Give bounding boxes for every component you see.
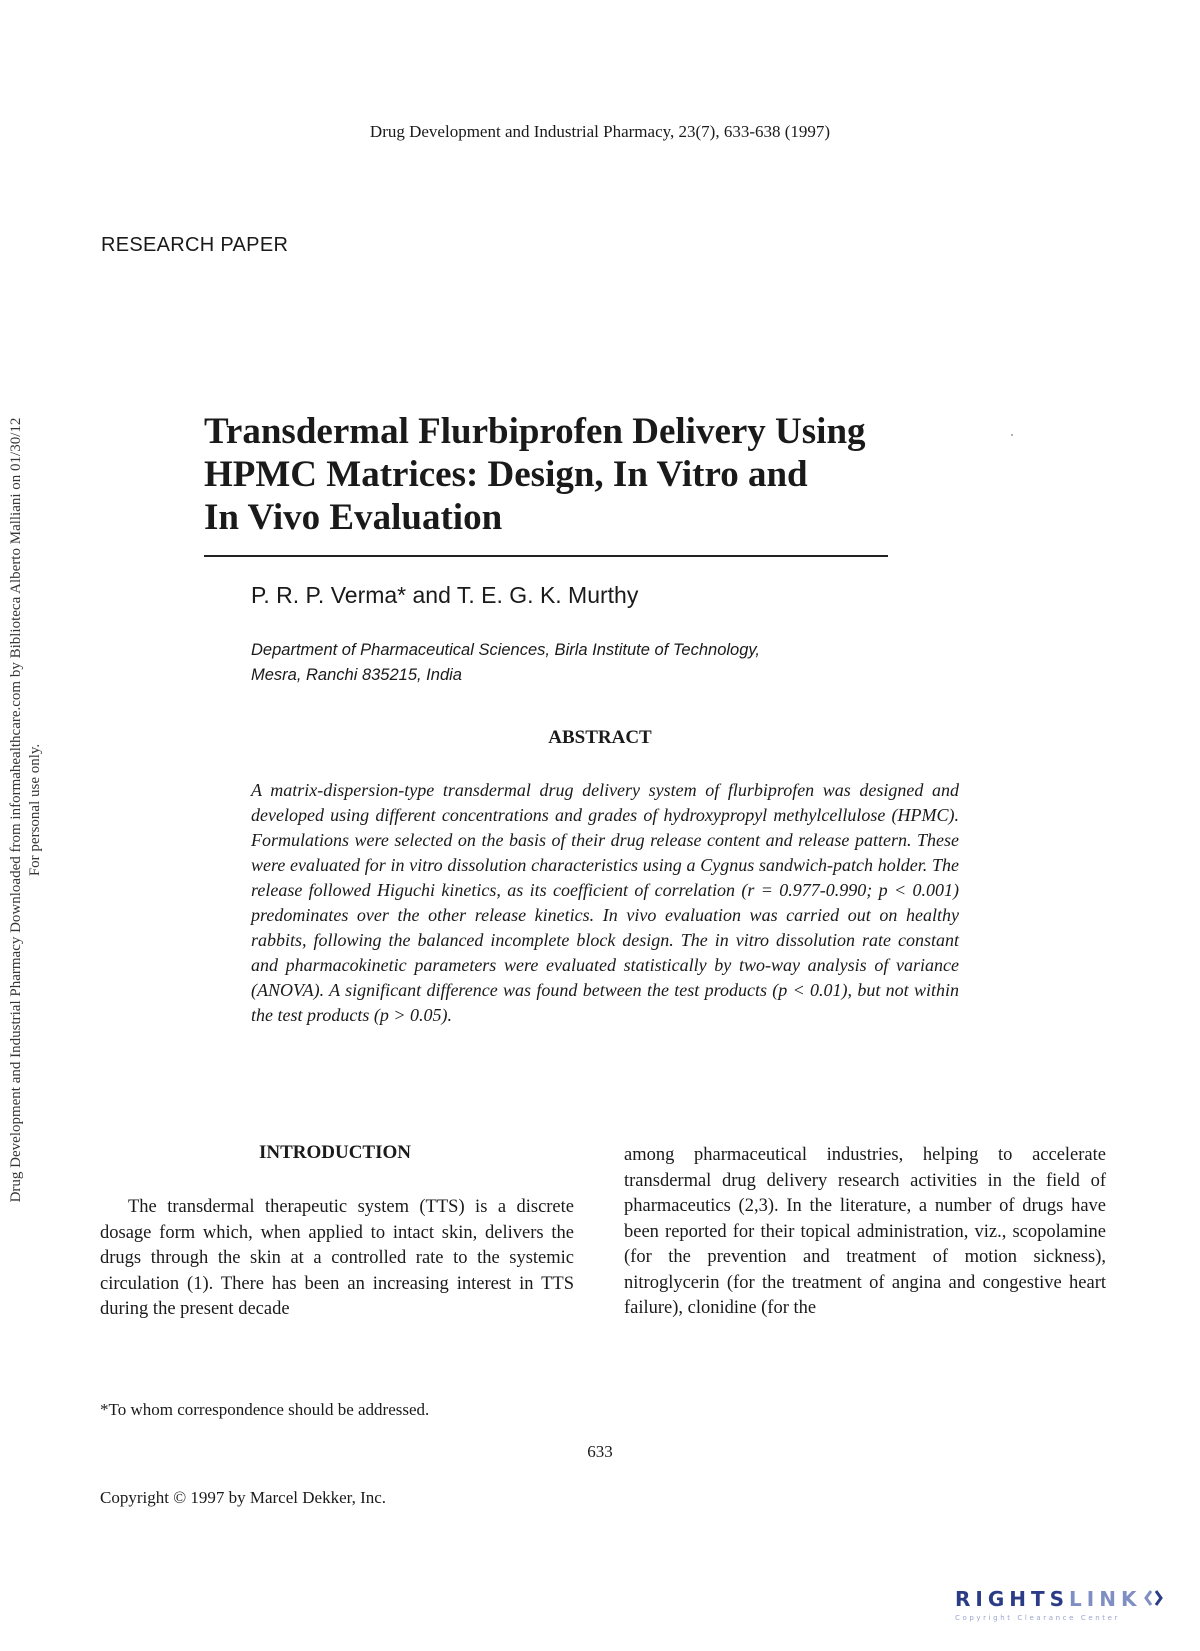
download-watermark bbox=[0, 370, 52, 1250]
watermark-line-2: For personal use only. bbox=[27, 743, 43, 877]
rightslink-logo[interactable] bbox=[955, 1587, 1175, 1633]
copyright-notice: Copyright © 1997 by Marcel Dekker, Inc. bbox=[100, 1488, 387, 1507]
rightslink-tagline: Copyright Clearance Center bbox=[955, 1614, 1121, 1622]
journal-citation: Drug Development and Industrial Pharmacy, 23(7), 633-638 (1997) bbox=[369, 122, 831, 141]
stray-mark bbox=[1011, 434, 1013, 436]
title-line-1: Transdermal Flurbiprofen Delivery Using bbox=[204, 411, 866, 452]
article-title bbox=[204, 410, 904, 539]
rightslink-wordmark-dark: RIGHTS bbox=[955, 1587, 1070, 1611]
author-affiliation bbox=[251, 638, 891, 688]
introduction-left-column: The transdermal therapeutic system (TTS) is a discrete dosage form which, when applied to intact skin, delivers the drugs through the skin at a controlled rate to the systemic circulation (1). There has been an increasing interest in TTS during the present decade bbox=[100, 1197, 574, 1319]
title-line-2: HPMC Matrices: Design, In Vitro and bbox=[204, 454, 808, 495]
introduction-right-column: among pharmaceutical industries, helping to accelerate transdermal drug delivery research activities in the field of pharmaceutics (2,3). In the literature, a number of drugs have been reported for their topical administration, viz., scopolamine (for the prevention and treatment of motion sickness), nitroglycerin (for the treatment of angina and congestive heart failure), clonidine (for the bbox=[624, 1145, 1106, 1318]
affiliation-line-2: Mesra, Ranchi 835215, India bbox=[251, 666, 462, 684]
article-type-label: RESEARCH PAPER bbox=[101, 234, 289, 256]
title-divider bbox=[204, 555, 888, 557]
introduction-heading: INTRODUCTION bbox=[258, 1142, 412, 1163]
page-number: 633 bbox=[587, 1442, 613, 1461]
rightslink-wordmark-light: LINK bbox=[1069, 1587, 1142, 1611]
abstract-heading: ABSTRACT bbox=[548, 727, 652, 748]
author-list: P. R. P. Verma* and T. E. G. K. Murthy bbox=[251, 582, 639, 608]
correspondence-footnote: *To whom correspondence should be addressed. bbox=[100, 1400, 430, 1419]
watermark-line-1: Drug Development and Industrial Pharmacy Downloaded from informahealthcare.com by Biblioteca Alberto Malliani on 01/30/12 bbox=[8, 417, 24, 1203]
affiliation-line-1: Department of Pharmaceutical Sciences, Birla Institute of Technology, bbox=[251, 641, 761, 659]
abstract-body: A matrix-dispersion-type transdermal drug delivery system of flurbiprofen was designed and developed using different concentrations and grades of hydroxypropyl methylcellulose (HPMC). Formulations were selected on the basis of their drug release content and release pattern. These were evaluated for in vitro dissolution characteristics using a Cygnus sandwich-patch holder. The release followed Higuchi kinetics, as its coefficient of correlation (r = 0.977-0.990; p < 0.001) predominates over the other release kinetics. In vivo evaluation was carried out on healthy rabbits, following the balanced incomplete block design. The in vitro dissolution rate constant and pharmacokinetic parameters were evaluated statistically by two-way analysis of variance (ANOVA). A significant difference was found between the test products (p < 0.01), but not within the test products (p > 0.05). bbox=[251, 780, 959, 1025]
title-line-3: In Vivo Evaluation bbox=[204, 497, 503, 538]
rightslink-arrow-icon bbox=[1143, 1588, 1165, 1613]
